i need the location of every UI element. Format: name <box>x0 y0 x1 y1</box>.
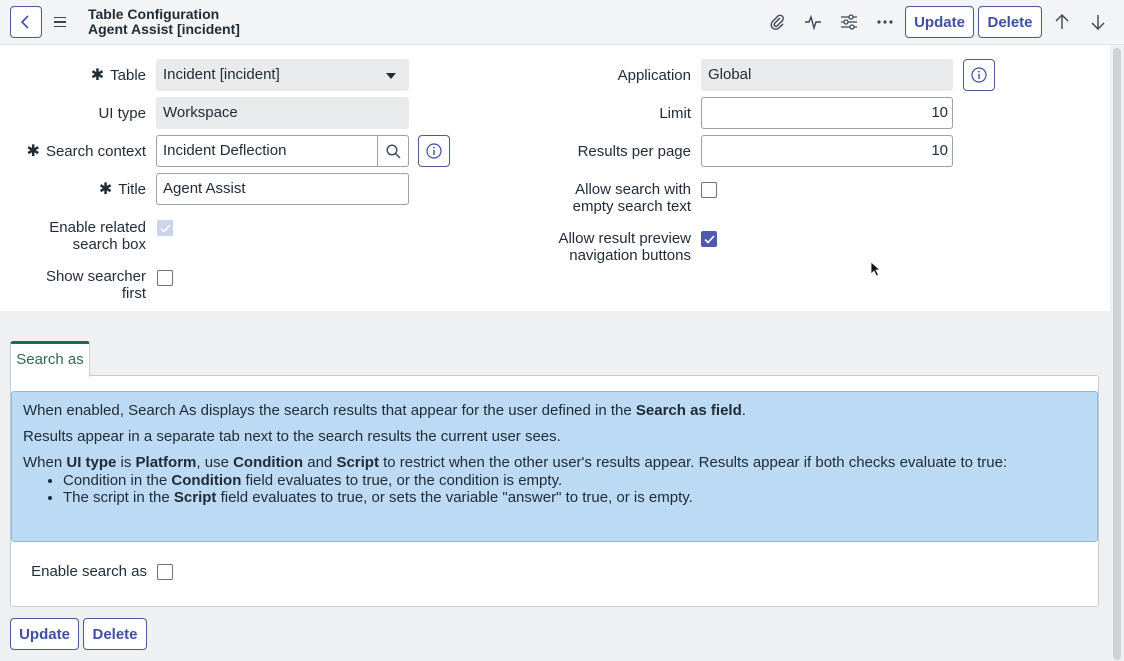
list-item: • Condition in the Condition field evaluates to true, or the condition is empty. <box>63 472 1086 489</box>
notice-paragraph-3: When UI type is Platform, use Condition and Script to restrict when the other user's results appear. Results appear if both checks evaluate to true: <box>23 454 1008 471</box>
header-update-button[interactable]: Update <box>905 6 974 38</box>
form-header <box>0 0 1124 45</box>
arrow-down-icon[interactable] <box>1088 12 1108 32</box>
title-label: ✱ Title <box>98 181 146 198</box>
footer-delete-button[interactable]: Delete <box>83 618 147 650</box>
info-icon <box>426 143 442 159</box>
allow-empty-label: Allow search with empty search text <box>572 181 691 215</box>
ui-type-label: UI type <box>98 105 146 122</box>
allow-preview-label: Allow result preview navigation buttons <box>558 230 691 264</box>
search-context-info-button[interactable] <box>418 135 450 167</box>
checkmark-icon <box>704 235 715 244</box>
enable-search-as-checkbox[interactable] <box>157 564 173 580</box>
settings-sliders-icon[interactable] <box>839 12 859 32</box>
scrollbar-thumb[interactable] <box>1113 48 1121 660</box>
header-delete-button[interactable]: Delete <box>978 6 1042 38</box>
search-context-input[interactable]: Incident Deflection <box>156 135 378 167</box>
more-icon[interactable] <box>875 12 895 32</box>
enable-related-checkbox <box>157 220 173 236</box>
table-label: ✱ Table <box>90 67 146 84</box>
paperclip-icon[interactable] <box>767 12 787 32</box>
footer-update-button[interactable]: Update <box>10 618 79 650</box>
list-item: • The script in the Script field evaluates to true, or sets the variable "answer" to true, or is empty. <box>63 489 1086 506</box>
page-title <box>88 7 240 37</box>
show-searcher-checkbox[interactable] <box>157 270 173 286</box>
required-icon: ✱ <box>26 143 40 160</box>
title-input[interactable]: Agent Assist <box>156 173 409 205</box>
allow-preview-checkbox[interactable] <box>701 231 717 247</box>
application-label: Application <box>617 67 691 84</box>
limit-label: Limit <box>659 105 691 122</box>
table-select-value: Incident [incident] <box>163 66 280 83</box>
table-select[interactable] <box>156 59 409 91</box>
limit-input[interactable]: 10 <box>701 97 953 129</box>
mouse-cursor-icon <box>870 261 882 281</box>
checkmark-icon <box>160 224 171 233</box>
menu-icon[interactable] <box>54 13 70 31</box>
arrow-up-icon[interactable] <box>1052 12 1072 32</box>
tab-search-as[interactable]: Search as <box>10 341 90 377</box>
search-context-lookup-button[interactable] <box>377 135 409 167</box>
allow-empty-checkbox[interactable] <box>701 182 717 198</box>
application-info-button[interactable] <box>963 59 995 91</box>
info-icon <box>971 67 987 83</box>
notice-paragraph-1: When enabled, Search As displays the search results that appear for the user defined in the Search as field. <box>23 402 746 419</box>
activity-icon[interactable] <box>803 12 823 32</box>
back-button[interactable] <box>10 6 42 38</box>
required-icon: ✱ <box>98 181 113 198</box>
enable-search-as-label: Enable search as <box>31 563 147 580</box>
title-line-1: Table Configuration <box>88 6 220 22</box>
vertical-scrollbar[interactable] <box>1110 45 1124 661</box>
form-section <box>0 45 1110 311</box>
application-field: Global <box>701 59 953 91</box>
enable-related-label: Enable related search box <box>49 219 146 253</box>
search-context-label: ✱ Search context <box>26 143 146 160</box>
back-icon <box>20 15 32 29</box>
required-icon: ✱ <box>90 67 105 84</box>
info-notice <box>11 391 1098 542</box>
search-icon <box>386 144 401 159</box>
results-per-page-input[interactable]: 10 <box>701 135 953 167</box>
results-per-page-label: Results per page <box>577 143 691 160</box>
show-searcher-label: Show searcher first <box>45 268 146 302</box>
ui-type-field: Workspace <box>156 97 409 129</box>
title-line-2: Agent Assist [incident] <box>88 21 240 37</box>
notice-list <box>63 472 1086 506</box>
notice-paragraph-2: Results appear in a separate tab next to the search results the current user sees. <box>23 428 561 445</box>
chevron-down-icon <box>386 73 396 79</box>
